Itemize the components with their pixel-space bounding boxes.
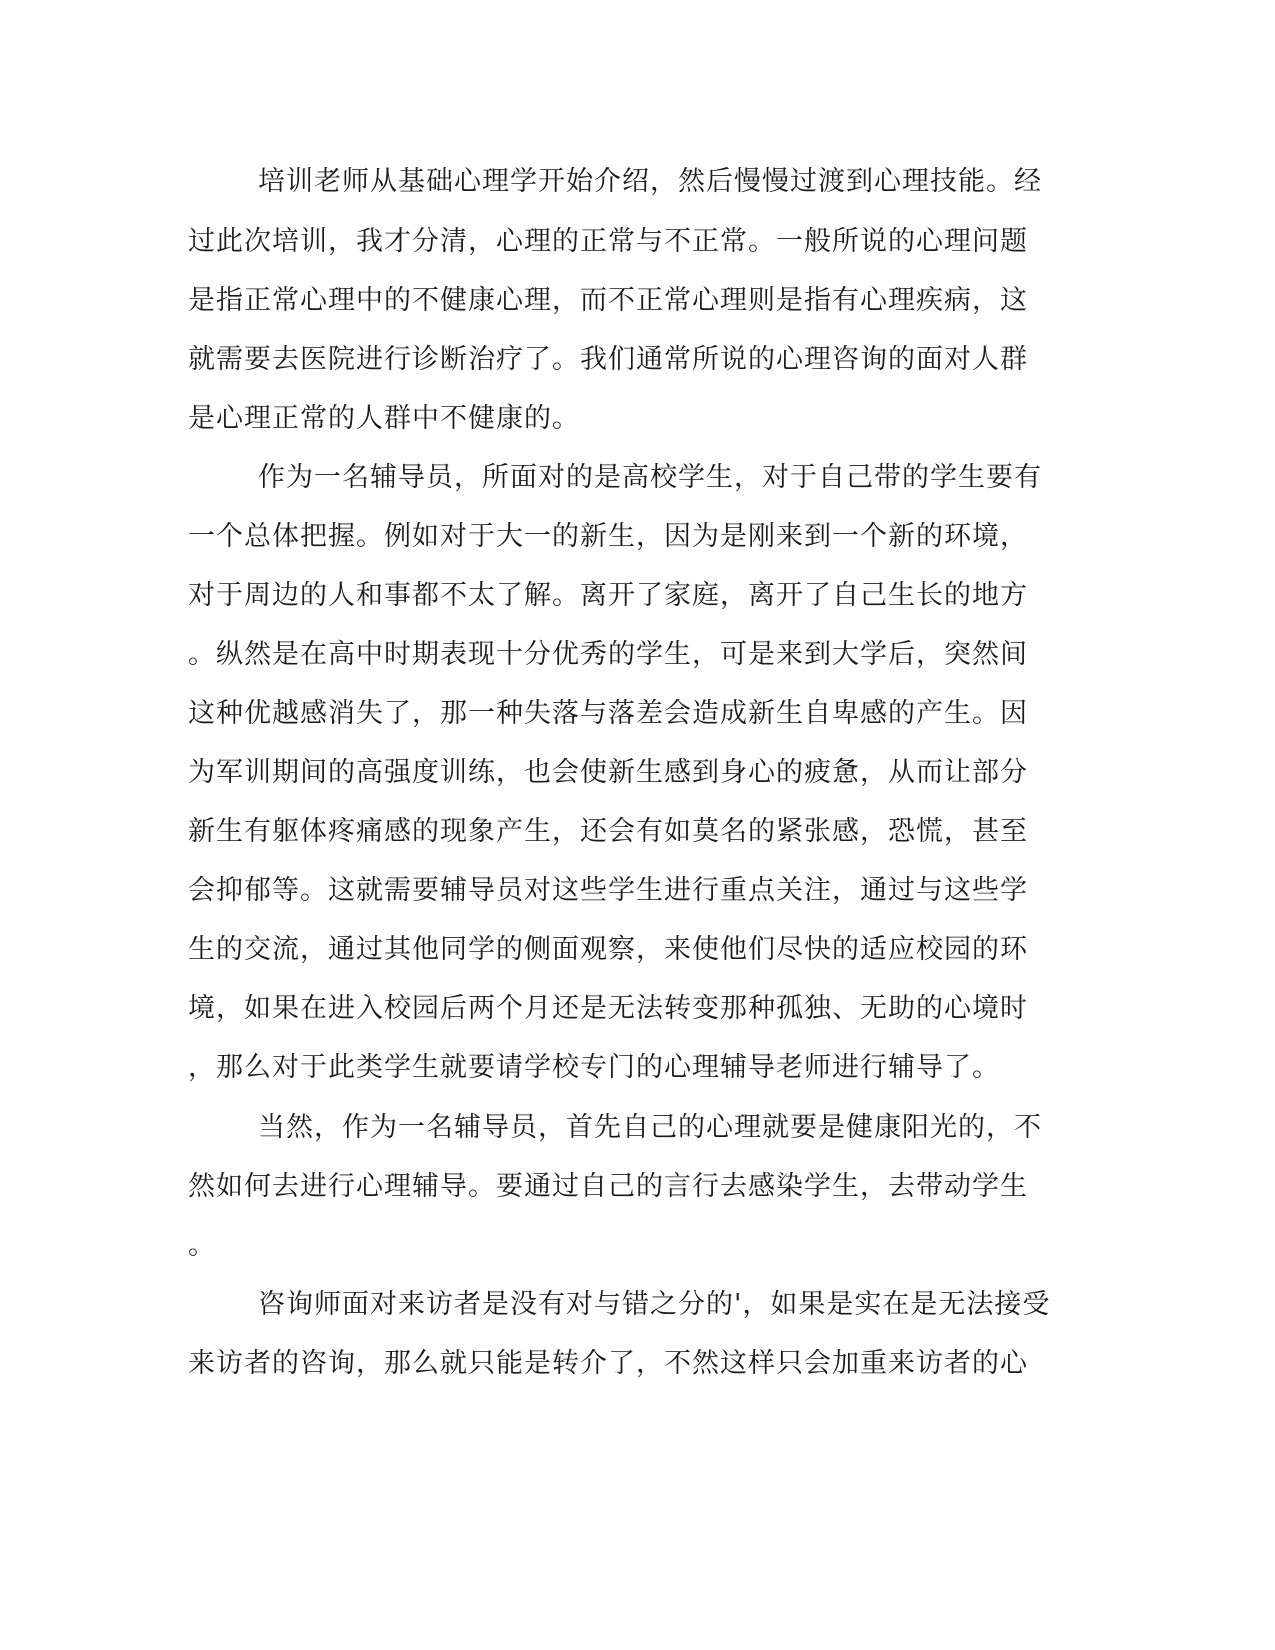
text-line: 。 — [188, 1230, 216, 1261]
text-line: 作为一名辅导员，所面对的是高校学生，对于自己带的学生要有 — [258, 462, 1042, 493]
text-line: 新生有躯体疼痛感的现象产生，还会有如莫名的紧张感，恐慌，甚至 — [188, 816, 1028, 847]
text-line: 当然，作为一名辅导员，首先自己的心理就要是健康阳光的，不 — [258, 1112, 1042, 1143]
text-line: 就需要去医院进行诊断治疗了。我们通常所说的心理咨询的面对人群 — [188, 344, 1028, 375]
text-line: 过此次培训，我才分清，心理的正常与不正常。一般所说的心理问题 — [188, 226, 1028, 257]
text-line: 为军训期间的高强度训练，也会使新生感到身心的疲惫，从而让部分 — [188, 757, 1028, 788]
text-line: 咨询师面对来访者是没有对与错之分的'，如果是实在是无法接受 — [258, 1289, 1051, 1320]
text-line: 这种优越感消失了，那一种失落与落差会造成新生自卑感的产生。因 — [188, 698, 1028, 729]
text-line: 来访者的咨询，那么就只能是转介了，不然这样只会加重来访者的心 — [188, 1348, 1028, 1379]
text-line: 。纵然是在高中时期表现十分优秀的学生，可是来到大学后，突然间 — [188, 639, 1028, 670]
text-line: 是心理正常的人群中不健康的。 — [188, 403, 580, 434]
text-line: 对于周边的人和事都不太了解。离开了家庭，离开了自己生长的地方 — [188, 580, 1028, 611]
text-line: 境，如果在进入校园后两个月还是无法转变那种孤独、无助的心境时 — [188, 993, 1028, 1024]
text-line: 是指正常心理中的不健康心理，而不正常心理则是指有心理疾病，这 — [188, 285, 1028, 316]
text-line: 培训老师从基础心理学开始介绍，然后慢慢过渡到心理技能。经 — [258, 166, 1042, 197]
text-line: 然如何去进行心理辅导。要通过自己的言行去感染学生，去带动学生 — [188, 1171, 1028, 1202]
text-line: 一个总体把握。例如对于大一的新生，因为是刚来到一个新的环境， — [188, 521, 1028, 552]
text-line: 生的交流，通过其他同学的侧面观察，来使他们尽快的适应校园的环 — [188, 934, 1028, 965]
text-line: ，那么对于此类学生就要请学校专门的心理辅导老师进行辅导了。 — [188, 1052, 1000, 1083]
text-line: 会抑郁等。这就需要辅导员对这些学生进行重点关注，通过与这些学 — [188, 875, 1028, 906]
